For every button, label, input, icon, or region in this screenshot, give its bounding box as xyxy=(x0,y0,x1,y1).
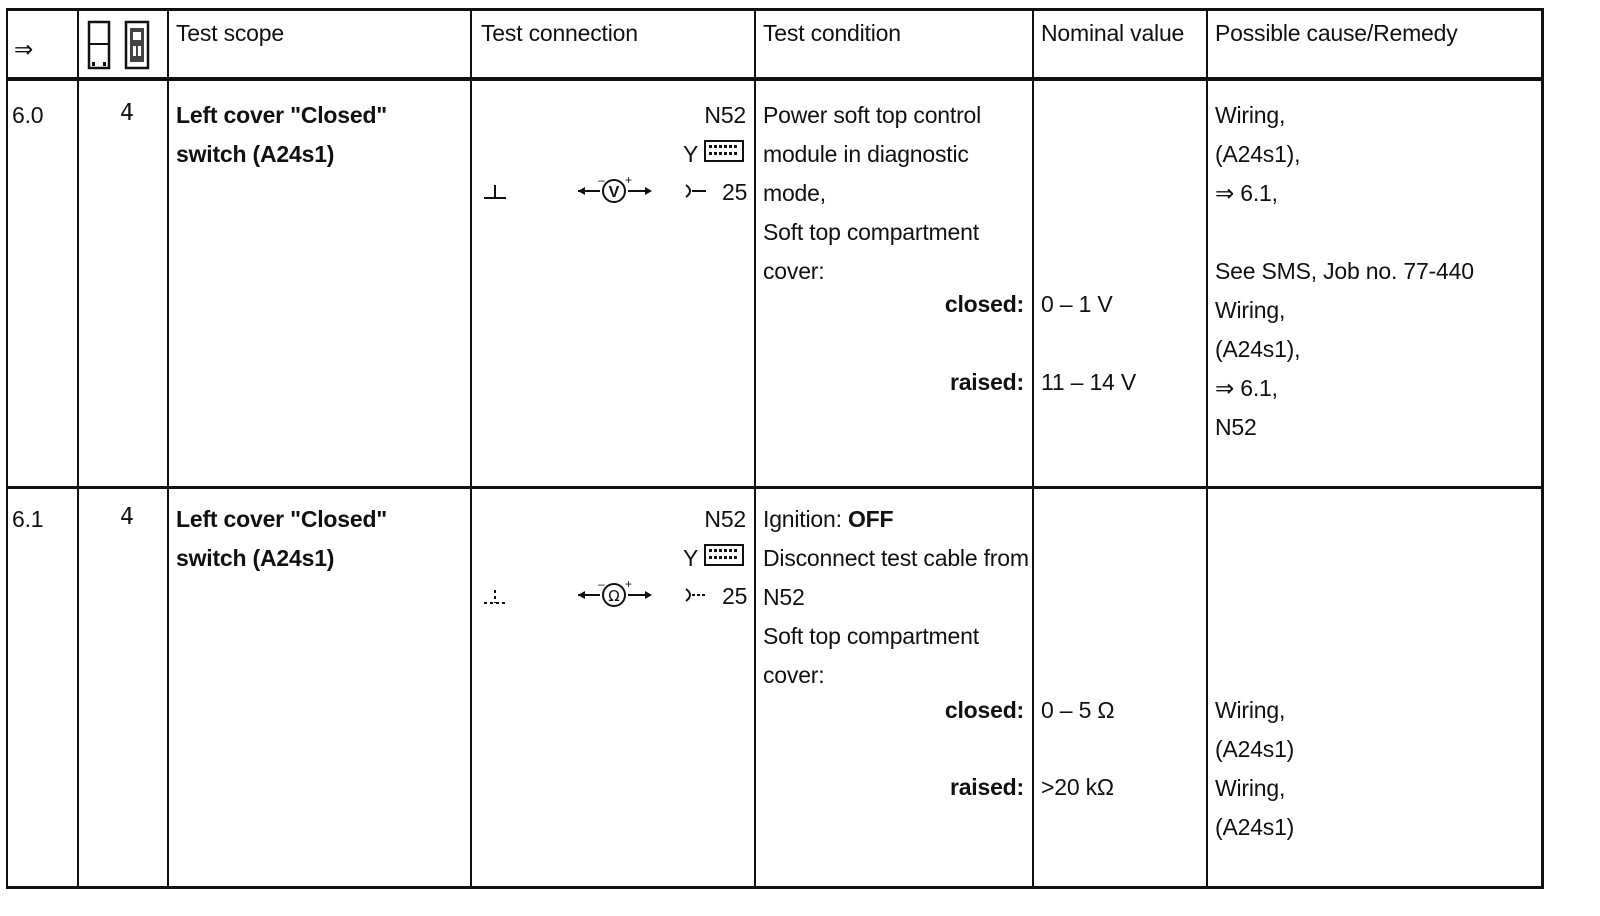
header-cause-remedy: Possible cause/Remedy xyxy=(1215,20,1458,46)
connection-pin: 25 xyxy=(722,583,748,609)
test-scope-cell: Left cover "Closed" switch (A24s1) xyxy=(176,506,388,571)
nominal-value-closed: 0 – 5 Ω xyxy=(1041,697,1115,723)
connection-y: Y xyxy=(683,141,699,167)
header-test-condition: Test condition xyxy=(763,20,901,46)
nominal-value-raised: 11 – 14 V xyxy=(1041,369,1136,395)
header-bottom-border xyxy=(6,77,1544,81)
connection-module: N52 xyxy=(704,102,746,128)
nominal-value-closed: 0 – 1 V xyxy=(1041,291,1113,317)
header-nominal-value: Nominal value xyxy=(1041,20,1185,46)
nominal-value-raised: >20 kΩ xyxy=(1041,774,1114,800)
step-symbol: 4 xyxy=(120,100,134,126)
connector-pin-icon xyxy=(684,586,708,604)
connection-module: N52 xyxy=(704,506,746,532)
svg-text:Ω: Ω xyxy=(608,587,620,605)
state-label-closed: closed: xyxy=(944,291,1024,317)
column-divider xyxy=(470,8,472,889)
ignition-state: OFF xyxy=(847,506,894,532)
condition-label: Ignition: xyxy=(763,506,842,532)
connection-pin: 25 xyxy=(722,179,748,205)
cause-remedy-cell: Wiring, (A24s1) Wiring, (A24s1) xyxy=(1215,697,1295,840)
svg-text:+: + xyxy=(625,173,633,187)
state-label-raised: raised: xyxy=(949,774,1024,800)
header-test-scope: Test scope xyxy=(176,20,284,46)
svg-text:+: + xyxy=(625,577,633,591)
ohmmeter-icon xyxy=(576,577,654,610)
column-divider xyxy=(1206,8,1208,889)
svg-text:–: – xyxy=(598,577,605,591)
svg-text:–: – xyxy=(598,173,605,187)
column-divider xyxy=(1032,8,1034,889)
test-condition-cell: Power soft top control module in diagnostic mode, Soft top compartment cover: xyxy=(763,102,982,284)
tester-device-icon xyxy=(86,20,158,72)
voltmeter-icon xyxy=(576,173,654,206)
cause-remedy-cell: Wiring, (A24s1), ⇒ 6.1, See SMS, Job no. 77-440 Wiring, (A24s1), ⇒ 6.1, N52 xyxy=(1215,102,1474,440)
step-symbol: 4 xyxy=(120,504,134,530)
test-cable-icon xyxy=(704,139,744,165)
column-divider xyxy=(754,8,756,889)
table-right-border xyxy=(1541,8,1544,889)
connection-y: Y xyxy=(683,545,699,571)
column-divider xyxy=(77,8,79,889)
connector-pin-icon xyxy=(684,182,708,200)
ground-icon xyxy=(482,588,508,606)
state-label-raised: raised: xyxy=(949,369,1024,395)
svg-text:V: V xyxy=(608,184,620,201)
table-bottom-border xyxy=(6,886,1544,889)
header-test-connection: Test connection xyxy=(481,20,638,46)
step-number: 6.1 xyxy=(12,506,44,532)
column-divider xyxy=(167,8,169,889)
state-label-closed: closed: xyxy=(944,697,1024,723)
column-divider xyxy=(6,8,8,889)
step-number: 6.0 xyxy=(12,102,44,128)
test-condition-cell: Ignition: OFF Disconnect test cable from N52 Soft top compartment cover: xyxy=(763,506,1029,688)
ground-icon xyxy=(482,183,508,201)
header-arrow: ⇒ xyxy=(14,36,34,62)
test-cable-icon xyxy=(704,543,744,569)
table-top-border xyxy=(6,8,1544,11)
row-divider xyxy=(6,486,1544,489)
test-scope-cell: Left cover "Closed" switch (A24s1) xyxy=(176,102,388,167)
